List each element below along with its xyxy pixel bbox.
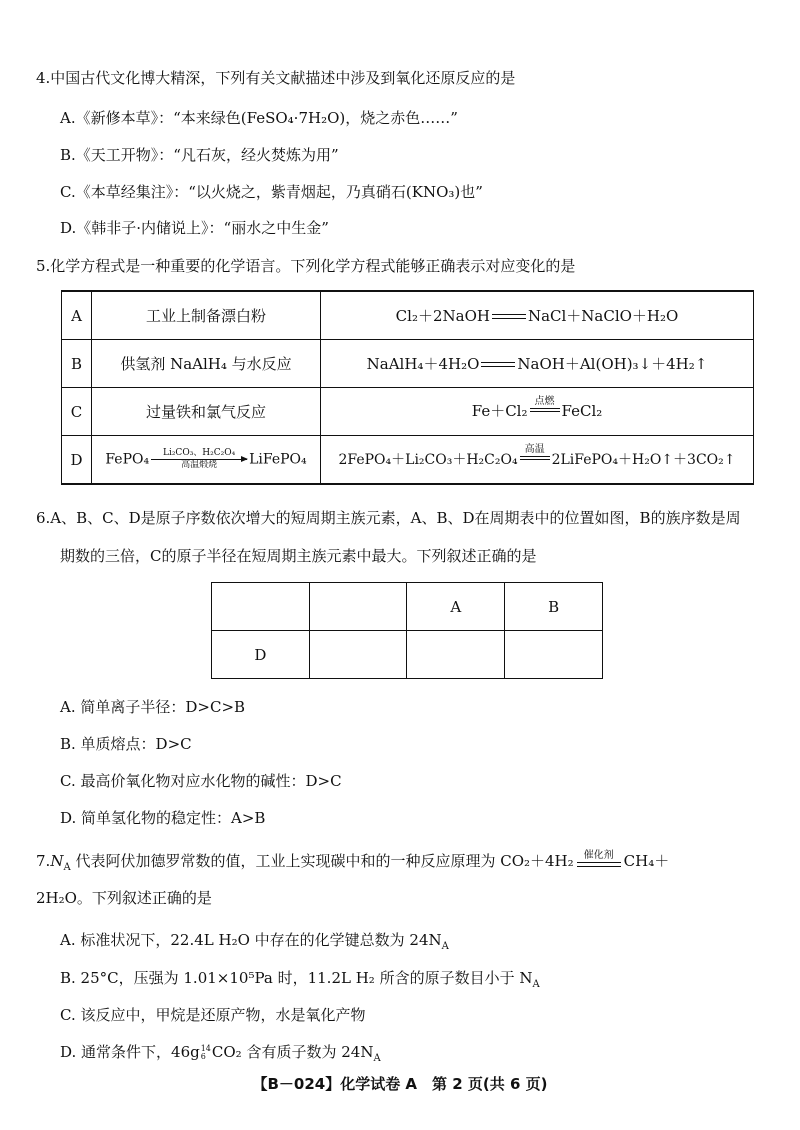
q5-row-a (62, 291, 754, 340)
q5-row-d (62, 436, 754, 485)
arrow-icon (151, 459, 247, 460)
equals-sign (481, 362, 515, 368)
condition-label: 点燃 (534, 395, 555, 407)
page-footer: 【B－024】化学试卷 A 第 2 页(共 6 页) (252, 1075, 548, 1093)
table-cell (212, 583, 310, 631)
eq-left: Cl₂＋2NaOH (395, 307, 490, 325)
eq-right: 2LiFePO₄＋H₂O↑＋3CO₂↑ (551, 451, 736, 468)
q6-periodic-table (211, 582, 603, 679)
q5-row-label: A (62, 291, 92, 340)
q5-row-desc (92, 436, 321, 485)
q6-stem-line2: 期数的三倍，C的原子半径在短周期主族元素中最大。下列叙述正确的是 (60, 547, 537, 565)
q6-option-a: A. 简单离子半径：D>C>B (60, 698, 246, 716)
q7-stem-line1 (36, 851, 669, 871)
condition-label: 高温 (524, 443, 545, 455)
q5-row-equation (321, 436, 754, 485)
na-subscript: A (63, 862, 71, 873)
q7-stem-line2: 2H₂O。下列叙述正确的是 (36, 889, 212, 907)
q7-option-b: B. 25°C，压强为 1.01×10⁵Pa 时，11.2L H₂ 所含的原子数目小于 $N_A$ (60, 969, 540, 990)
q6-option-b: B. 单质熔点：D>C (60, 735, 192, 753)
q5-row-desc: 供氢剂 NaAlH₄ 与水反应 (92, 340, 321, 388)
q4-stem: 4.中国古代文化博大精深，下列有关文献描述中涉及到氧化还原反应的是 (36, 69, 516, 87)
q7-option-c: C. 该反应中，甲烷是还原产物，水是氧化产物 (60, 1006, 366, 1024)
q6-stem-line1: 6.A、B、C、D是原子序数依次增大的短周期主族元素，A、B、D在周期表中的位置如图，B的族序数是周 (36, 509, 741, 527)
arrow-top-label: Li₂CO₃、H₂C₂O₄ (162, 448, 236, 458)
q5-stem: 5.化学方程式是一种重要的化学语言。下列化学方程式能够正确表示对应变化的是 (36, 257, 576, 275)
catalyst-arrow (577, 850, 621, 868)
reaction-condition (530, 396, 560, 424)
table-cell-a: A (407, 583, 505, 631)
q5-row-desc: 过量铁和氯气反应 (92, 388, 321, 436)
na-symbol: N (50, 852, 64, 870)
q5-row-label: C (62, 388, 92, 436)
eq-right: NaCl＋NaClO＋H₂O (527, 307, 679, 325)
eq-left: Fe＋Cl₂ (471, 401, 528, 420)
desc-right: LiFePO₄ (249, 451, 307, 468)
arrow-bottom-label: 高温煅烧 (181, 460, 218, 470)
equals-sign (492, 314, 526, 320)
q5-row-c (62, 388, 754, 436)
q4-option-c: C.《本草经集注》：“以火烧之，紫青烟起，乃真硝石(KNO₃)也” (60, 183, 483, 201)
q7-option-a: A. 标准状况下，22.4L H₂O 中存在的化学键总数为 $24N_A$ (60, 931, 449, 952)
table-cell (309, 631, 407, 679)
q4-option-a: A.《新修本草》：“本来绿色(FeSO₄·7H₂O)，烧之赤色……” (60, 109, 458, 127)
reaction-arrow (151, 448, 247, 471)
table-cell (505, 631, 603, 679)
eq-left: 2FePO₄＋Li₂CO₃＋H₂C₂O₄ (338, 451, 518, 468)
table-cell (407, 631, 505, 679)
table-cell (309, 583, 407, 631)
q7-stem-product: CH₄＋ (623, 852, 670, 870)
q7-option-d: D. 通常条件下，46g 14 6 CO₂ 含有质子数为 $24N_A$ (60, 1043, 381, 1064)
q7-stem-text: 代表阿伏加德罗常数的值，工业上实现碳中和的一种反应原理为 CO₂＋4H₂ (70, 852, 574, 870)
q5-row-label: B (62, 340, 92, 388)
q6-option-c: C. 最高价氧化物对应水化物的碱性：D>C (60, 772, 342, 790)
q5-row-equation (321, 291, 754, 340)
q5-row-equation (321, 388, 754, 436)
catalyst-label: 催化剂 (583, 850, 614, 861)
table-cell-d: D (212, 631, 310, 679)
eq-right: NaOH＋Al(OH)₃↓＋4H₂↑ (517, 355, 708, 373)
reversible-arrow-icon (577, 862, 621, 868)
q7-number: 7. (36, 852, 51, 870)
q6-option-d: D. 简单氢化物的稳定性：A>B (60, 809, 266, 827)
reaction-condition (520, 444, 550, 472)
q5-table (61, 290, 754, 485)
q5-row-b (62, 340, 754, 388)
table-cell-b: B (505, 583, 603, 631)
eq-right: FeCl₂ (561, 401, 603, 420)
q4-option-b: B.《天工开物》：“凡石灰，经火焚炼为用” (60, 146, 339, 164)
q5-row-equation (321, 340, 754, 388)
desc-left: FePO₄ (105, 451, 150, 468)
q5-row-desc: 工业上制备漂白粉 (92, 291, 321, 340)
isotope-label: 14 6 (200, 1044, 211, 1061)
q4-option-d: D.《韩非子·内储说上》：“丽水之中生金” (60, 219, 329, 237)
q5-row-label: D (62, 436, 92, 485)
eq-left: NaAlH₄＋4H₂O (366, 355, 480, 373)
